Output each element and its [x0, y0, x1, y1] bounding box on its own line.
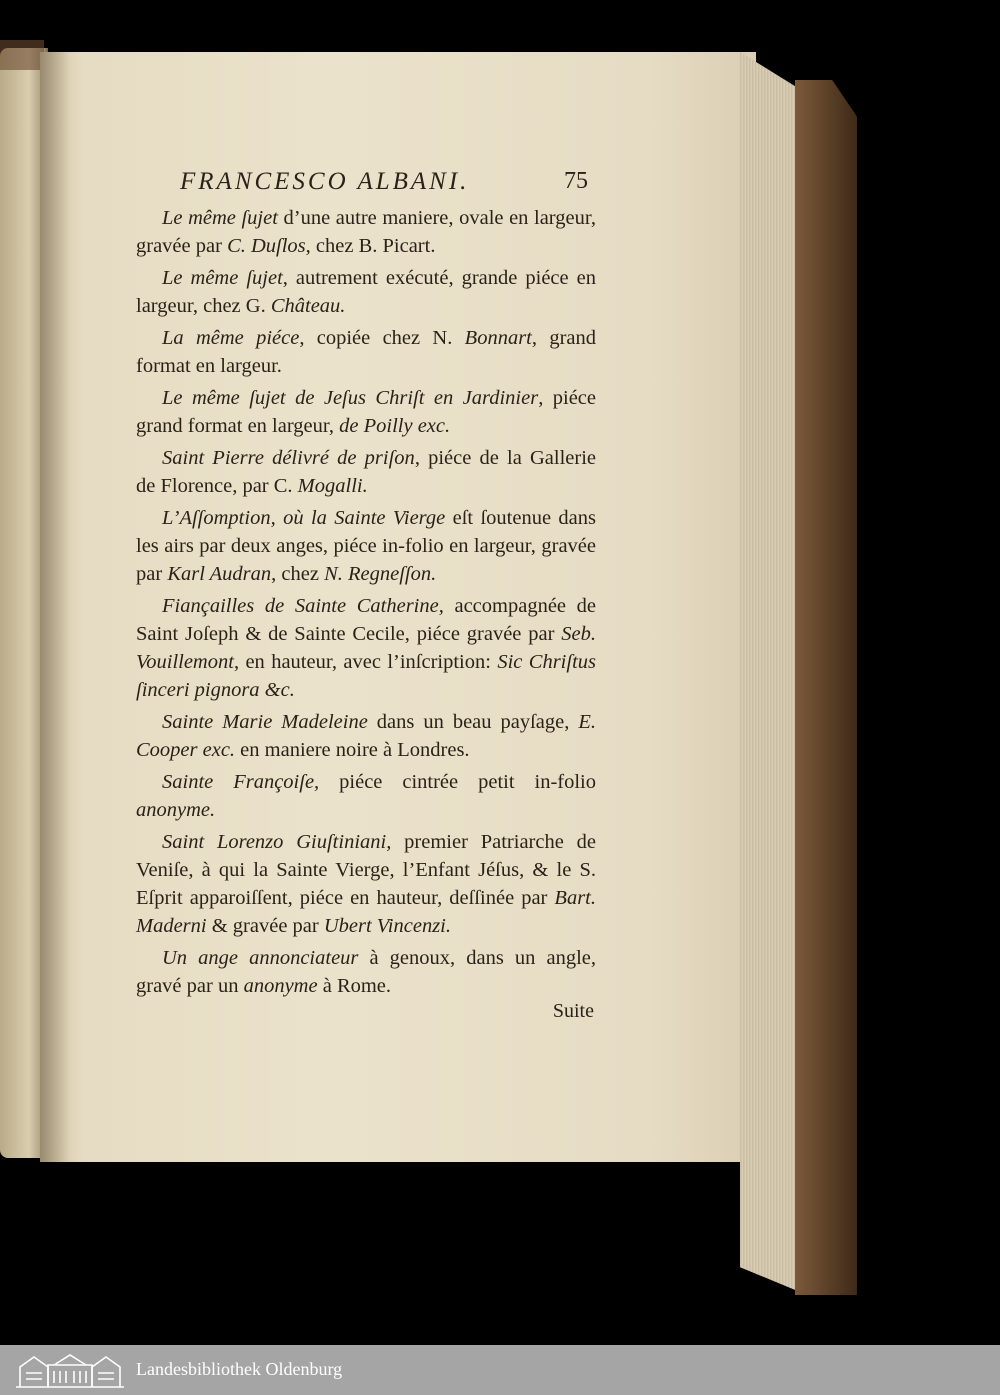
catchword: Suite: [552, 1000, 594, 1022]
entry-italic-text: Le même ſujet de Jeſus Chriſt en Jardinier: [162, 387, 539, 409]
entry-italic-text: Ubert Vincenzi.: [323, 915, 452, 937]
left-cover-fragment: [0, 40, 44, 70]
catalogue-entry: [136, 204, 596, 260]
running-header: [136, 160, 596, 204]
entry-text: dans un beau payſage,: [367, 711, 579, 733]
entry-italic-text: Un ange annonciateur: [162, 947, 359, 969]
entry-text: piéce cintrée petit in-folio: [319, 771, 596, 793]
running-title: FRANCESCO ALBANI.: [180, 168, 470, 195]
catalogue-entry: [136, 768, 596, 824]
entry-text: à Rome.: [317, 975, 392, 997]
page-gutter-shadow: [40, 52, 70, 1162]
entry-text: , piéce grand format en largeur,: [136, 387, 596, 437]
entry-italic-text: Seb. Vouillemont: [136, 623, 596, 673]
entry-text: , copiée chez N.: [299, 327, 465, 349]
catalogue-entry: [136, 264, 596, 320]
entry-italic-text: E. Cooper exc.: [136, 711, 596, 761]
entry-italic-text: Saint Lorenzo Giuſtiniani,: [162, 831, 392, 853]
entry-italic-text: anonyme.: [136, 799, 216, 821]
entry-text: , piéce de la Gallerie de Florence, par C.: [136, 447, 597, 497]
entry-text: à genoux, dans un angle, gravé par un: [136, 947, 596, 997]
entry-italic-text: Saint Pierre délivré de priſon: [162, 447, 415, 469]
catalogue-entries: [136, 204, 596, 1000]
entry-text: , grand format en largeur.: [136, 327, 596, 377]
entry-text: , chez B. Picart.: [305, 235, 436, 257]
catalogue-entry: [136, 444, 596, 500]
entry-italic-text: Karl Audran: [167, 563, 272, 585]
entry-italic-text: Le même ſujet: [162, 207, 278, 229]
catalogue-entry: [136, 592, 596, 704]
entry-italic-text: Bart. Maderni: [136, 887, 596, 937]
page-edges: [740, 52, 800, 1292]
entry-italic-text: L’Aſſomption, où la Sainte Vierge: [162, 507, 446, 529]
library-footer: [0, 1345, 1000, 1395]
entry-text: , chez: [271, 563, 325, 585]
catalogue-entry: [136, 708, 596, 764]
entry-italic-text: de Poilly exc.: [339, 415, 451, 437]
entry-text: accompagnée de Saint Joſeph & de Sainte Cecile, piéce gravée par: [136, 595, 597, 645]
library-name: Landesbibliothek Oldenburg: [136, 1359, 343, 1379]
entry-italic-text: N. Regneſſon.: [324, 563, 437, 585]
entry-italic-text: Sainte Marie Madeleine: [162, 711, 368, 733]
catalogue-entry: [136, 384, 596, 440]
entry-italic-text: Bonnart: [464, 327, 532, 349]
entry-text: premier Patriarche de Veniſe, à qui la Sainte Vierge, l’Enfant Jéſus, & le S. Eſprit apparoiſſent, piéce en hauteur, deſſinée par: [136, 831, 596, 909]
library-building-icon: [14, 1351, 126, 1389]
entry-italic-text: Château.: [270, 295, 346, 317]
entry-italic-text: anonyme: [243, 975, 318, 997]
entry-italic-text: Sic Chriſtus ſinceri pignora &c.: [136, 651, 596, 701]
entry-text: , autrement exécuté, grande piéce en largeur, chez G.: [136, 267, 596, 317]
catalogue-entry: [136, 324, 596, 380]
entry-italic-text: Mogalli.: [297, 475, 368, 497]
entry-text: en maniere noire à Londres.: [235, 739, 470, 761]
page-number: 75: [564, 168, 588, 194]
entry-text: d’une autre maniere, ovale en largeur, gravée par: [136, 207, 596, 257]
entry-italic-text: Sainte Françoiſe,: [162, 771, 320, 793]
entry-italic-text: Fiançailles de Sainte Catherine,: [162, 595, 444, 617]
catalogue-entry: [136, 504, 596, 588]
entry-text: eſt ſoutenue dans les airs par deux anges, piéce in-folio en largeur, gravée par: [136, 507, 597, 585]
catalogue-entry: [136, 944, 596, 1000]
page-text: [136, 160, 596, 1023]
entry-italic-text: La même piéce: [162, 327, 300, 349]
entry-text: & gravée par: [206, 915, 324, 937]
entry-italic-text: Le même ſujet: [162, 267, 283, 289]
catalogue-entry: [136, 828, 596, 940]
entry-italic-text: C. Duſlos: [227, 235, 306, 257]
entry-text: , en hauteur, avec l’inſcription:: [233, 651, 498, 673]
book-cover: [795, 80, 857, 1295]
